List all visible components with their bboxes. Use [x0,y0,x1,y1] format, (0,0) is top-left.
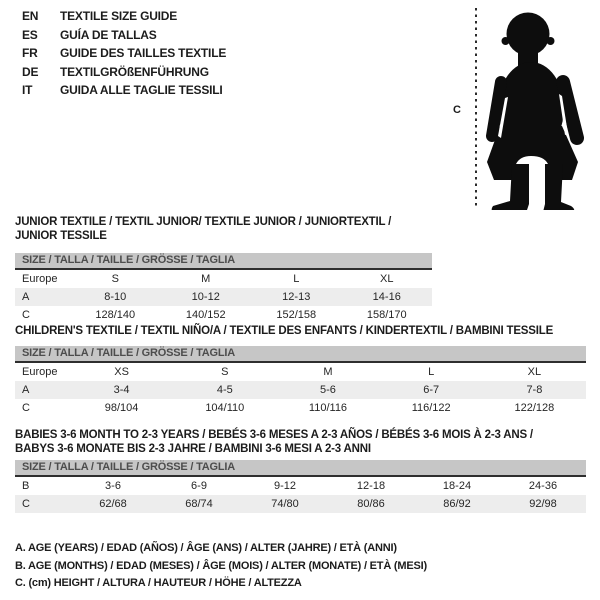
table-cell: L [428,366,435,378]
babies-table-rows [15,477,586,513]
table-cell: 110/116 [308,402,348,414]
table-cell: 6-9 [191,480,207,492]
footnote-a: A. AGE (YEARS) / EDAD (AÑOS) / ÂGE (ANS) / ALTER (JAHRE) / ETÀ (ANNI) [15,542,397,554]
table-cell: 62/68 [99,498,127,510]
table-cell: 24-36 [528,480,558,492]
table-cell: 18-24 [442,480,472,492]
table-cell: 8-10 [104,291,127,303]
footnote-c: C. (cm) HEIGHT / ALTURA / HAUTEUR / HÖHE / ALTEZZA [15,577,302,589]
language-row-fr [22,44,226,63]
table-row [15,306,432,324]
language-title: TEXTILGRÖßENFÜHRUNG [60,64,209,79]
table-cell: 14-16 [372,291,401,303]
language-title: GUIDE DES TAILLES TEXTILE [60,46,227,60]
table-row [15,399,586,417]
language-row-es [22,26,226,45]
table-cell: 104/110 [205,402,245,414]
table-cell: L [293,273,300,285]
language-code: DE [22,64,39,79]
table-cell: M [201,273,211,285]
size-header-bar: SIZE / TALLA / TAILLE / GRÖSSE / TAGLIA [15,460,586,477]
table-cell: 122/128 [514,402,555,414]
row-label: A [22,384,30,396]
language-title: GUÍA DE TALLAS [60,27,157,42]
row-label: C [22,309,30,321]
table-cell: 6-7 [423,384,440,396]
footnote-b: B. AGE (MONTHS) / EDAD (MESES) / ÂGE (MOIS) / ALTER (MONATE) / ETÀ (MESI) [15,559,427,572]
table-cell: 12-18 [356,480,386,492]
childrens-textile-section [15,324,586,417]
junior-table-rows [15,270,432,324]
table-row [15,288,432,306]
language-title: TEXTILE SIZE GUIDE [60,9,178,23]
size-header-bar: SIZE / TALLA / TAILLE / GRÖSSE / TAGLIA [15,346,586,363]
language-row-de [22,63,226,82]
baby-silhouette-icon [484,8,592,210]
row-label: C [22,498,30,510]
table-cell: XL [380,273,394,285]
row-label: Europe [22,366,58,378]
table-cell: 152/158 [276,309,317,321]
row-label: A [22,291,30,303]
table-cell: XL [527,366,542,378]
language-code: EN [22,9,39,23]
language-code: IT [22,83,33,97]
language-code: FR [22,46,38,60]
childrens-table-rows [15,363,586,417]
table-cell: 140/152 [185,309,226,321]
height-measure-label: C [453,104,461,116]
table-cell: S [221,366,229,378]
table-cell: 86/92 [443,498,471,510]
language-code: ES [22,27,38,42]
table-cell: 92/98 [529,498,557,510]
babies-textile-section [15,428,586,513]
table-cell: 68/74 [185,498,213,510]
table-cell: 80/86 [357,498,385,510]
language-title: GUIDA ALLE TAGLIE TESSILI [60,83,223,97]
table-cell: 116/122 [411,402,451,414]
table-cell: 10-12 [191,291,220,303]
table-row [15,495,586,513]
table-cell: 128/140 [95,309,136,321]
table-cell: 158/170 [366,309,407,321]
language-list [22,7,226,100]
table-cell: 3-6 [105,480,121,492]
childrens-table-title: CHILDREN'S TEXTILE / TEXTIL NIÑO/A / TEXTILE DES ENFANTS / KINDERTEXTIL / BAMBINI TESSILE [15,325,554,337]
table-cell: 5-6 [320,384,336,396]
table-row [15,477,586,495]
table-row [15,363,586,381]
table-cell: 3-4 [113,384,130,396]
table-cell: 74/80 [271,498,299,510]
junior-textile-section [15,215,432,324]
table-cell: 98/104 [104,402,139,414]
junior-table-title: JUNIOR TEXTILE / TEXTIL JUNIOR/ TEXTILE JUNIOR / JUNIORTEXTIL / JUNIOR TESSILE [15,216,392,242]
table-cell: 4-5 [216,384,233,396]
height-measure-dotted-line [475,8,477,206]
table-cell: 9-12 [273,480,297,492]
table-row [15,381,586,399]
table-cell: M [323,366,333,378]
legend-footnotes [15,540,427,593]
language-row-it [22,81,226,100]
row-label: B [22,480,30,492]
table-cell: 7-8 [526,384,543,396]
row-label: Europe [22,273,58,285]
table-cell: 12-13 [282,291,311,303]
row-label: C [22,402,30,414]
table-cell: XS [114,366,129,378]
table-cell: S [111,273,119,285]
babies-table-title: BABIES 3-6 MONTH TO 2-3 YEARS / BEBÉS 3-6 MESES A 2-3 AÑOS / BÉBÉS 3-6 MOIS À 2-3 ANS / BABYS 3-6 MONATE BIS 2-3 JAHRE / BAMBINI 3-6 MESI A 2-3 ANNI [15,429,533,455]
language-row-en [22,7,226,26]
size-header-bar: SIZE / TALLA / TAILLE / GRÖSSE / TAGLIA [15,253,432,270]
table-row [15,270,432,288]
